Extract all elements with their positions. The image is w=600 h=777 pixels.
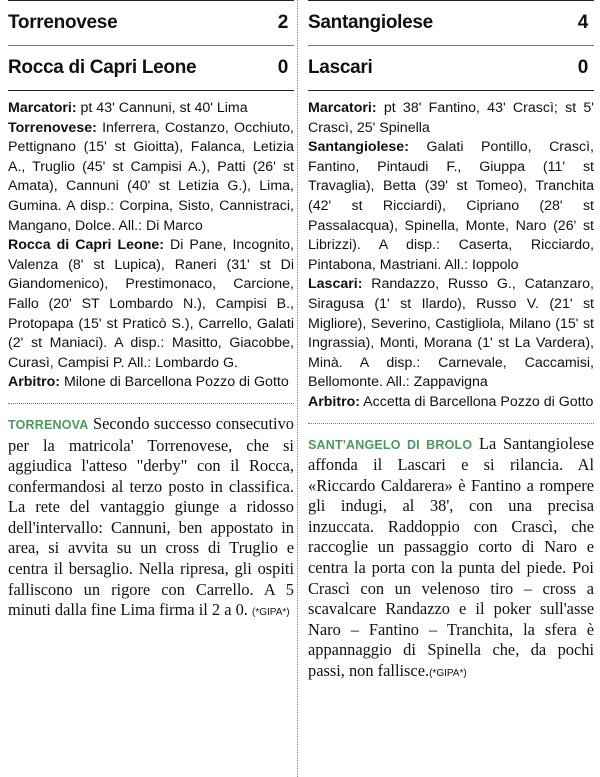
scorers-text: pt 38' Fantino, 43' Crascì; st 5' Crascì, 25' Spinella xyxy=(308,100,594,136)
home-lineup-text: Inferrera, Costanzo, Occhiuto, Pettignano (15' st Gioitta), Falanca, Letizia A., Truglio (45' st Campisi A.), Patti (26' st Amata), Cannuni (40' st Letizia G.), Lima, Gumina. A disp.: Corpina, Sisto, Cannistraci, Mangano, Dolce. All.: Di Marco xyxy=(8,119,294,234)
article-credit: (*GIPA*) xyxy=(429,668,467,680)
article-location: SANT'ANGELO DI BROLO xyxy=(308,437,473,452)
away-lineup-label: Rocca di Capri Leone: xyxy=(8,237,164,254)
away-lineup xyxy=(308,275,594,393)
referee xyxy=(308,393,594,413)
referee-label: Arbitro: xyxy=(8,374,61,391)
referee xyxy=(8,373,294,393)
match-report-right xyxy=(308,0,594,777)
home-team-score: 2 xyxy=(277,12,288,33)
away-team-name: Lascari xyxy=(308,57,373,78)
match-stats xyxy=(8,91,294,393)
referee-label: Arbitro: xyxy=(308,393,361,410)
column-separator xyxy=(297,0,299,777)
article-body xyxy=(308,424,594,685)
away-team-score: 0 xyxy=(277,57,288,78)
referee-text: Milone di Barcellona Pozzo di Gotto xyxy=(60,374,289,391)
scorers-label: Marcatori: xyxy=(308,100,377,116)
home-lineup xyxy=(8,119,294,237)
home-team-name: Torrenovese xyxy=(8,12,118,33)
article-location: TORRENOVA xyxy=(8,417,89,432)
home-lineup xyxy=(308,138,594,275)
away-lineup xyxy=(8,236,294,373)
away-lineup-text: Di Pane, Incognito, Valenza (8' st Lupica), Raneri (31' st Di Giandomenico), Prestimonaco, Carcione, Fallo (20' ST Lombardo N.), Campisi B., Protopapa (15' st Praticò S.), Carrello, Galati (2' st Maniaci). A disp.: Masitto, Giacobbe, Curasì, Campisi P. All.: Lombardo G. xyxy=(8,237,294,371)
home-lineup-text: Galati Pontillo, Crascì, Fantino, Pintaudi F., Giuppa (11' st Travaglia), Betta (39' st Tomeo), Tranchita (42' st Ricciardi), Cipriano (28' st Passalacqua), Spinella, Monte, Naro (26' st Librizzi). A disp.: Caserta, Ricciardo, Pintabona, Mastriani. All.: Ioppolo xyxy=(308,139,594,273)
article-text: La Santangiolese affonda il Lascari e si rilancia. Al «Riccardo Caldarera» è Fantino a rompere gli indugi, al 38', con una precisa inzuccata. Raddoppio con Crascì, che raccoglie un passaggio corto di Naro e centra la porta con la punta del piede. Poi Crascì con un velenoso tiro – cross a scavalcare Randazzo e il poker sull'asse Naro – Fantino – Tranchita, la sfera è appannaggio di Spinella che, da pochi passi, non fallisce. xyxy=(308,433,594,681)
article-text: Secondo successo consecutivo per la matricola' Torrenovese, che si aggiudica l'atteso "derby" con il Rocca, confermandosi al terzo posto in classifica. La rete del vantaggio giunge a ridosso dell'intervallo: Cannuni, ben appostato in area, si avvita su un cross di Truglio e centra il bersaglio. Nella ripresa, gli ospiti falliscono un rigore con Carrello. A 5 minuti dalla fine Lima firma il 2 a 0. xyxy=(8,413,294,620)
article-body xyxy=(8,404,294,624)
home-lineup-label: Santangiolese: xyxy=(308,139,409,156)
match-stats xyxy=(308,91,594,413)
home-lineup-label: Torrenovese: xyxy=(8,119,97,136)
away-score-row xyxy=(8,46,294,90)
away-team-score: 0 xyxy=(577,57,588,78)
away-lineup-label: Lascari: xyxy=(308,276,363,293)
away-score-row xyxy=(308,46,594,90)
scorers-label: Marcatori: xyxy=(8,100,77,116)
referee-text: Accetta di Barcellona Pozzo di Gotto xyxy=(360,393,594,410)
away-team-name: Rocca di Capri Leone xyxy=(8,57,197,78)
home-team-score: 4 xyxy=(577,12,588,33)
article-credit: (*GIPA*) xyxy=(251,607,290,619)
home-team-name: Santangiolese xyxy=(308,12,433,33)
home-score-row xyxy=(8,1,294,45)
home-score-row xyxy=(308,1,594,45)
away-lineup-text: Randazzo, Russo G., Catanzaro, Siragusa (1' st Ilardo), Russo V. (21' st Migliore), Severino, Castigliola, Milano (15' st Ingrassia), Monti, Morana (1' st La Vardera), Minà. A disp.: Carnevale, Caccamisi, Bellomonte. All.: Zappavigna xyxy=(308,276,594,391)
match-report-left xyxy=(8,0,294,777)
scorers xyxy=(308,99,594,138)
scorers-text: pt 43' Cannuni, st 40' Lima xyxy=(76,100,248,116)
scorers xyxy=(8,99,294,119)
